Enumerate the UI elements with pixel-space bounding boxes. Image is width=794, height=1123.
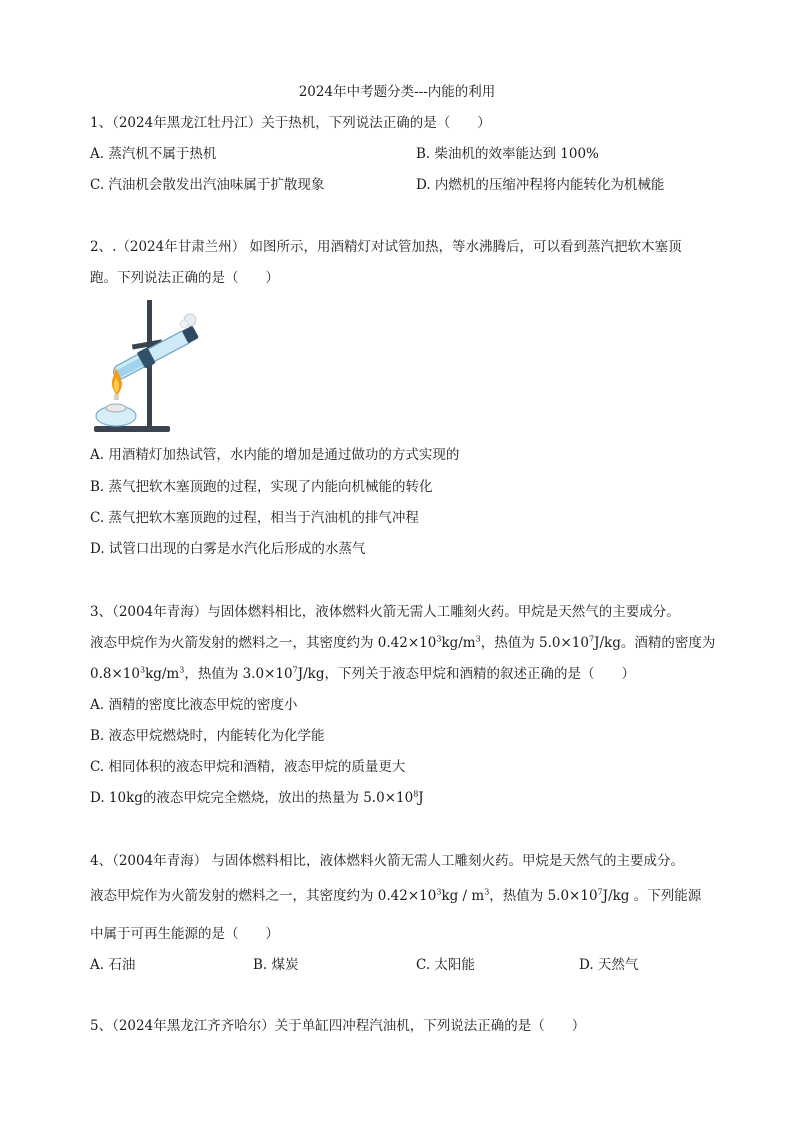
wick	[114, 394, 119, 400]
question-2-stem-line-2: 跑。下列说法正确的是（ ）	[90, 270, 279, 286]
question-2-stem-line-1: 2、.（2024年甘肃兰州） 如图所示，用酒精灯对试管加热，等水沸腾后，可以看到蒸汽把软木塞顶	[90, 239, 682, 255]
question-4-option-c: C. 太阳能	[416, 957, 475, 973]
question-2-option-a: A. 用酒精灯加热试管，水内能的增加是通过做功的方式实现的	[90, 447, 460, 463]
question-3-option-c: C. 相同体积的液态甲烷和酒精，液态甲烷的质量更大	[90, 759, 406, 775]
question-3-option-a: A. 酒精的密度比液态甲烷的密度小	[90, 697, 298, 713]
alcohol-lamp-test-tube-apparatus	[92, 298, 212, 438]
test-tube	[110, 324, 200, 383]
question-3-stem-line-1: 3、（2004年青海）与固体燃料相比，液体燃料火箭无需人工雕刻火药。甲烷是天然气的主要成分。	[90, 604, 680, 620]
question-1-option-a: A. 蒸汽机不属于热机	[90, 146, 217, 162]
question-2-option-c: C. 蒸气把软木塞顶跑的过程，相当于汽油机的排气冲程	[90, 510, 419, 526]
question-2-option-b: B. 蒸气把软木塞顶跑的过程，实现了内能向机械能的转化	[90, 479, 433, 495]
question-1-option-d: D. 内燃机的压缩冲程将内能转化为机械能	[416, 177, 665, 193]
question-4-option-a: A. 石油	[90, 957, 136, 973]
question-1-option-b: B. 柴油机的效率能达到 100%	[416, 146, 599, 162]
question-3-option-d: D. 10kg的液态甲烷完全燃烧，放出的热量为 $5.0\times 10^8J$	[90, 789, 424, 806]
question-3-stem-line-3: $0.8\times 10^3kg/m^3$，热值为 $3.0\times 10^7J/kg$，下列关于液态甲烷和酒精的叙述正确的是（ ）	[90, 665, 635, 682]
question-3-stem-line-2: 液态甲烷作为火箭发射的燃料之一，其密度约为 $0.42\times 10^3kg/m^3$，热值为 $5.0\times 10^7J/kg$。酒精的密度为	[90, 634, 716, 651]
question-1-option-c: C. 汽油机会散发出汽油味属于扩散现象	[90, 177, 325, 193]
steam-puff	[180, 314, 196, 328]
question-4-option-b: B. 煤炭	[253, 957, 299, 973]
question-4-stem-line-2: 液态甲烷作为火箭发射的燃料之一，其密度约为 $0.42\times 10^3kg / m^3$，热值为 $5.0\times 10^7J/kg$ 。下列能源	[90, 887, 702, 904]
question-3-option-b: B. 液态甲烷燃烧时，内能转化为化学能	[90, 728, 325, 744]
question-4-stem-line-3: 中属于可再生能源的是（ ）	[90, 926, 279, 942]
page-title: 2024年中考题分类---内能的利用	[298, 84, 496, 100]
question-5-stem: 5、（2024年黑龙江齐齐哈尔）关于单缸四冲程汽油机，下列说法正确的是（ ）	[90, 1018, 586, 1034]
question-1-stem: 1、（2024年黑龙江牡丹江）关于热机，下列说法正确的是（ ）	[90, 115, 491, 131]
question-4-option-d: D. 天然气	[579, 957, 639, 973]
question-2-option-d: D. 试管口出现的白雾是水汽化后形成的水蒸气	[90, 541, 366, 557]
question-4-stem-line-1: 4、（2004年青海） 与固体燃料相比，液体燃料火箭无需人工雕刻火药。甲烷是天然气的主要成分。	[90, 853, 684, 869]
stand-base	[94, 426, 170, 432]
